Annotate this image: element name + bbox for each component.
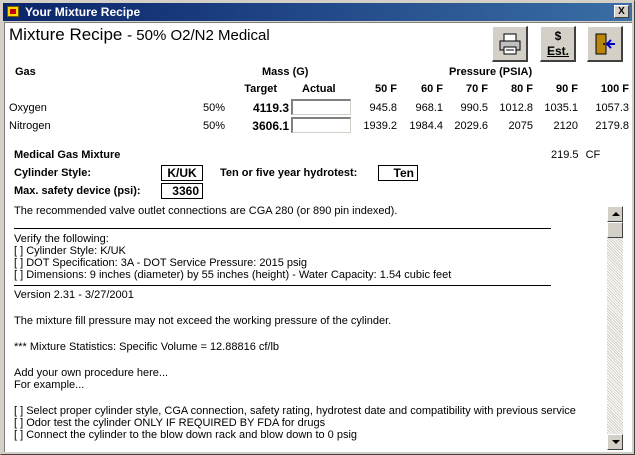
volume-value: [551, 149, 600, 161]
exit-door-icon: [593, 32, 617, 56]
pressure-header: Pressure (PSIA): [449, 66, 533, 78]
actual-header: Actual: [302, 83, 336, 95]
pressure-80f: 1012.8: [499, 102, 533, 114]
gas-percent: 50%: [202, 102, 225, 114]
actual-mass-input[interactable]: [291, 117, 351, 133]
hydrotest-field[interactable]: Ten: [378, 165, 418, 181]
pressure-50f: 1939.2: [363, 120, 397, 132]
divider: [14, 285, 551, 286]
app-icon: [7, 6, 19, 17]
volume-number: 219.5: [551, 149, 579, 161]
mixture-stats: *** Mixture Statistics: Specific Volume = 12.88816 cf/lb: [14, 341, 280, 353]
pressure-100f: 1057.3: [595, 102, 629, 114]
temp-header-70: 70 F: [465, 83, 488, 95]
print-button[interactable]: [492, 26, 528, 62]
pressure-50f: 945.8: [369, 102, 397, 114]
recipe-form: [4, 22, 632, 452]
window-title: Your Mixture Recipe: [25, 5, 141, 19]
fill-pressure-note: The mixture fill pressure may not exceed the working pressure of the cylinder.: [14, 315, 392, 327]
safety-device-field[interactable]: 3360: [161, 183, 203, 199]
cylinder-style-label: Cylinder Style:: [14, 167, 92, 179]
gas-name: Nitrogen: [9, 120, 51, 132]
close-button[interactable]: X: [614, 5, 629, 18]
target-mass: 3606.1: [252, 119, 289, 133]
pressure-60f: 968.1: [415, 102, 443, 114]
hydrotest-label: Ten or five year hydrotest:: [220, 167, 358, 179]
temp-header-60: 60 F: [420, 83, 443, 95]
volume-unit: CF: [585, 149, 601, 161]
scroll-down-button[interactable]: [607, 434, 623, 450]
dollar-icon: $: [554, 29, 562, 43]
page-title: [9, 25, 270, 45]
procedure-textarea[interactable]: [11, 228, 623, 450]
verify-item: [ ] DOT Specification: 3A - DOT Service Pressure: 2015 psig: [14, 257, 308, 269]
recipe-subtitle: - 50% O2/N2 Medical: [127, 27, 270, 44]
procedure-step: [ ] Connect the cylinder to the blow down rack and blow down to 0 psig: [14, 429, 358, 441]
pressure-60f: 1984.4: [409, 120, 443, 132]
pressure-80f: 2075: [508, 120, 533, 132]
version-text: Version 2.31 - 3/27/2001: [14, 289, 134, 301]
recipe-title: Mixture Recipe: [9, 25, 123, 44]
estimate-button[interactable]: [540, 26, 576, 62]
procedure-scrollbar[interactable]: [607, 206, 623, 450]
gas-header: Gas: [15, 66, 36, 78]
actual-mass-input[interactable]: [291, 99, 351, 115]
gas-percent: 50%: [202, 120, 225, 132]
pressure-90f: 1035.1: [544, 102, 578, 114]
temp-header-80: 80 F: [510, 83, 533, 95]
own-procedure-text: Add your own procedure here...: [14, 367, 169, 379]
pressure-70f: 2029.6: [454, 120, 488, 132]
gas-name: Oxygen: [9, 102, 47, 114]
safety-device-label: Max. safety device (psi):: [14, 185, 141, 197]
procedure-step: [ ] Select proper cylinder style, CGA connection, safety rating, hydrotest date and compatibility with previous service: [14, 405, 576, 417]
cylinder-style-field[interactable]: K/UK: [161, 165, 203, 181]
divider: [14, 228, 551, 229]
verify-item: [ ] Cylinder Style: K/UK: [14, 245, 126, 257]
temp-header-100: 100 F: [600, 83, 629, 95]
pressure-100f: 2179.8: [595, 120, 629, 132]
mass-header: Mass (G): [262, 66, 309, 78]
verify-item: [ ] Dimensions: 9 inches (diameter) by 55 inches (height) - Water Capacity: 1.54 cubic feet: [14, 269, 452, 281]
temp-header-50: 50 F: [374, 83, 397, 95]
target-mass: 4119.3: [252, 101, 289, 115]
estimate-label: Est.: [546, 44, 569, 58]
temp-header-90: 90 F: [555, 83, 578, 95]
target-header: Target: [244, 83, 277, 95]
verify-title: Verify the following:: [14, 233, 109, 245]
procedure-step: [ ] Odor test the cylinder ONLY IF REQUIRED BY FDA for drugs: [14, 417, 326, 429]
printer-icon: [498, 32, 522, 56]
example-text: For example...: [14, 379, 85, 391]
scroll-up-button[interactable]: [607, 206, 623, 222]
exit-button[interactable]: [587, 26, 623, 62]
valve-note: The recommended valve outlet connections are CGA 280 (or 890 pin indexed).: [14, 205, 398, 217]
title-bar[interactable]: [3, 3, 632, 21]
pressure-70f: 990.5: [460, 102, 488, 114]
medical-section-title: Medical Gas Mixture: [14, 149, 121, 161]
pressure-90f: 2120: [553, 120, 578, 132]
scroll-thumb[interactable]: [607, 222, 623, 238]
